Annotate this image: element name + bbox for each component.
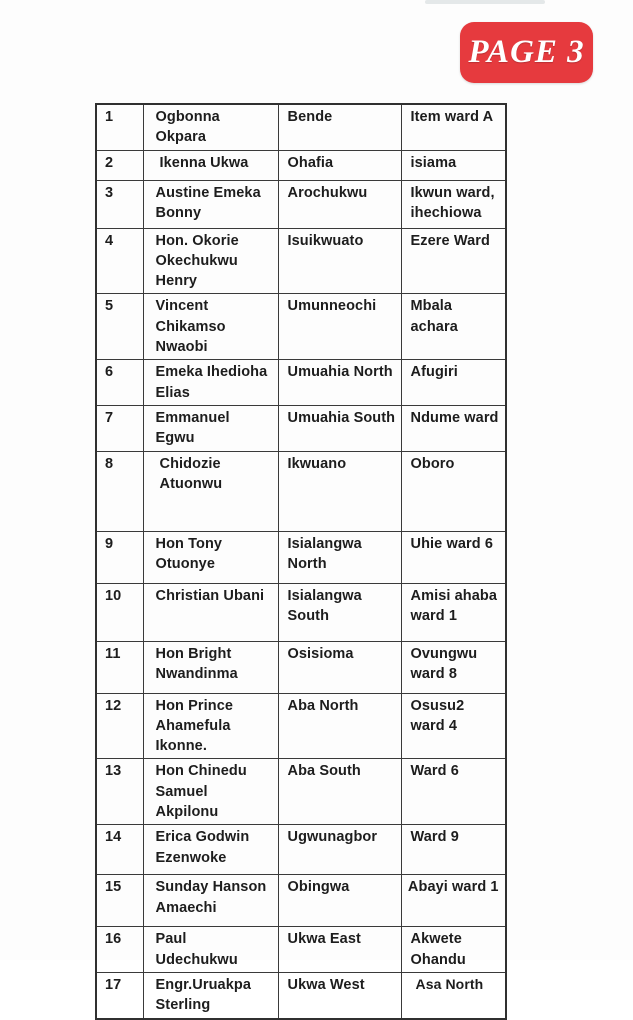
cell-no: 6 — [96, 360, 143, 406]
table-row — [96, 583, 506, 641]
table-row — [96, 228, 506, 294]
cell-lga: Ukwa East — [278, 927, 401, 973]
cell-no: 14 — [96, 825, 143, 875]
page-badge-label: PAGE 3 — [468, 34, 585, 70]
cell-ward: isiama — [401, 150, 506, 180]
cell-no: 17 — [96, 972, 143, 1018]
table-row — [96, 927, 506, 973]
cell-name: Hon. Okorie Okechukwu Henry — [143, 228, 278, 294]
cell-lga: Isialangwa North — [278, 531, 401, 583]
table-row — [96, 531, 506, 583]
table-row — [96, 693, 506, 759]
table-row — [96, 825, 506, 875]
cell-no: 1 — [96, 104, 143, 150]
cell-name: Paul Udechukwu — [143, 927, 278, 973]
cell-ward: Akwete Ohandu — [401, 927, 506, 973]
cell-lga: Umunneochi — [278, 294, 401, 360]
cell-ward: Ward 9 — [401, 825, 506, 875]
cell-lga: Obingwa — [278, 875, 401, 927]
cell-name: Austine Emeka Bonny — [143, 180, 278, 228]
table-row — [96, 972, 506, 1018]
cell-lga: Osisioma — [278, 641, 401, 693]
cell-lga: Ugwunagbor — [278, 825, 401, 875]
table-row — [96, 294, 506, 360]
cell-no: 2 — [96, 150, 143, 180]
candidates-table-body — [96, 104, 506, 1019]
cell-no: 9 — [96, 531, 143, 583]
cell-lga: Aba South — [278, 759, 401, 825]
cell-ward: Ward 6 — [401, 759, 506, 825]
cell-name: Hon Tony Otuonye — [143, 531, 278, 583]
cell-no: 10 — [96, 583, 143, 641]
candidates-table — [95, 103, 507, 1020]
cell-ward: Abayi ward 1 — [401, 875, 506, 927]
photo-artifact — [425, 0, 545, 4]
cell-name: Engr.Uruakpa Sterling — [143, 972, 278, 1018]
cell-name: Chidozie Atuonwu — [143, 451, 278, 531]
cell-no: 12 — [96, 693, 143, 759]
cell-no: 4 — [96, 228, 143, 294]
cell-name: Hon Bright Nwandinma — [143, 641, 278, 693]
table-row — [96, 875, 506, 927]
table-row — [96, 759, 506, 825]
table-row — [96, 451, 506, 531]
cell-no: 7 — [96, 405, 143, 451]
cell-name: Christian Ubani — [143, 583, 278, 641]
cell-ward: Asa North — [401, 972, 506, 1018]
cell-ward: Ndume ward — [401, 405, 506, 451]
cell-lga: Isuikwuato — [278, 228, 401, 294]
cell-no: 11 — [96, 641, 143, 693]
cell-lga: Ukwa West — [278, 972, 401, 1018]
cell-ward: Uhie ward 6 — [401, 531, 506, 583]
cell-name: Emeka Ihedioha Elias — [143, 360, 278, 406]
cell-no: 15 — [96, 875, 143, 927]
cell-ward: Ovungwu ward 8 — [401, 641, 506, 693]
table-row — [96, 405, 506, 451]
cell-no: 8 — [96, 451, 143, 531]
cell-name: Ikenna Ukwa — [143, 150, 278, 180]
cell-ward: Ezere Ward — [401, 228, 506, 294]
table-row — [96, 360, 506, 406]
cell-lga: Ohafia — [278, 150, 401, 180]
cell-lga: Aba North — [278, 693, 401, 759]
cell-name: Sunday Hanson Amaechi — [143, 875, 278, 927]
cell-ward: Osusu2 ward 4 — [401, 693, 506, 759]
cell-ward: Ikwun ward, ihechiowa — [401, 180, 506, 228]
cell-ward: Amisi ahaba ward 1 — [401, 583, 506, 641]
cell-no: 13 — [96, 759, 143, 825]
cell-name: Erica Godwin Ezenwoke — [143, 825, 278, 875]
page-badge — [460, 22, 593, 83]
cell-name: Hon Chinedu Samuel Akpilonu — [143, 759, 278, 825]
cell-no: 3 — [96, 180, 143, 228]
table-row — [96, 150, 506, 180]
cell-name: Ogbonna Okpara — [143, 104, 278, 150]
cell-name: Emmanuel Egwu — [143, 405, 278, 451]
cell-ward: Oboro — [401, 451, 506, 531]
table-row — [96, 641, 506, 693]
cell-ward: Afugiri — [401, 360, 506, 406]
cell-lga: Umuahia South — [278, 405, 401, 451]
cell-lga: Bende — [278, 104, 401, 150]
table-row — [96, 180, 506, 228]
table-row — [96, 104, 506, 150]
cell-name: Vincent Chikamso Nwaobi — [143, 294, 278, 360]
cell-lga: Ikwuano — [278, 451, 401, 531]
cell-lga: Arochukwu — [278, 180, 401, 228]
cell-lga: Umuahia North — [278, 360, 401, 406]
cell-no: 5 — [96, 294, 143, 360]
cell-name: Hon Prince Ahamefula Ikonne. — [143, 693, 278, 759]
cell-ward: Item ward A — [401, 104, 506, 150]
cell-no: 16 — [96, 927, 143, 973]
cell-ward: Mbala achara — [401, 294, 506, 360]
cell-lga: Isialangwa South — [278, 583, 401, 641]
